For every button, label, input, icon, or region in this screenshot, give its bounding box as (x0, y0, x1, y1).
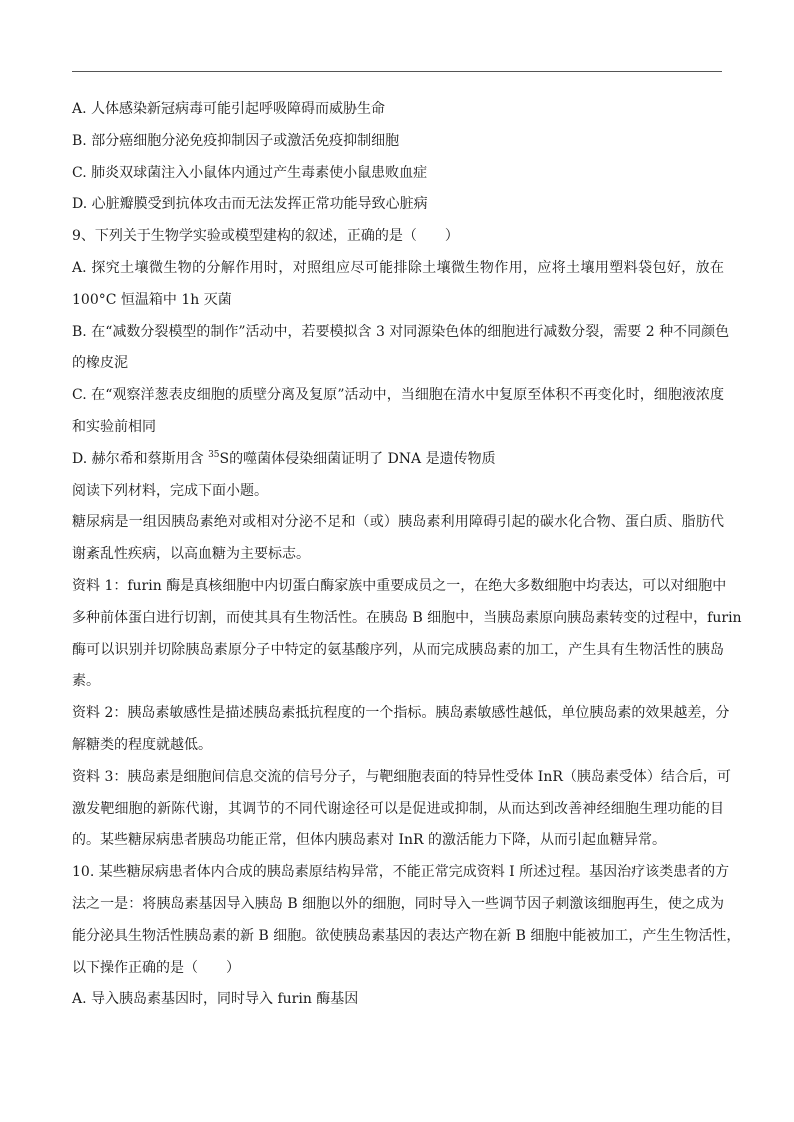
q9-option-c-line2: 和实验前相同 (72, 418, 156, 435)
q9-option-a-line1: A. 探究土壤微生物的分解作用时，对照组应尽可能排除土壤微生物作用，应将土壤用塑料袋包好，放在 (72, 259, 724, 276)
q9-d-prefix: D. 赫尔希和蔡斯用含 (72, 450, 209, 467)
ref1-line2: 多种前体蛋白进行切割，而使其具有生物活性。在胰岛 B 细胞中，当胰岛素原向胰岛素转变的过程中，furin (72, 609, 742, 626)
header-rule (72, 71, 722, 72)
material-intro: 阅读下列材料，完成下面小题。 (72, 482, 268, 499)
q9-option-d (72, 444, 724, 476)
q9-option-b-line2: 的橡皮泥 (72, 355, 128, 372)
q10-stem-line4: 以下操作正确的是（ ） (72, 959, 240, 976)
diabetes-paragraph-line1: 糖尿病是一组因胰岛素绝对或相对分泌不足和（或）胰岛素利用障碍引起的碳水化合物、蛋白质、脂肪代 (72, 514, 724, 531)
ref2-line1: 资料 2：胰岛素敏感性是描述胰岛素抵抗程度的一个指标。胰岛素敏感性越低，单位胰岛素的效果越差，分 (72, 705, 730, 722)
ref1-line4: 素。 (72, 673, 100, 690)
q8-option-d: D. 心脏瓣膜受到抗体攻击而无法发挥正常功能导致心脏病 (72, 196, 428, 213)
q10-stem-line2: 法之一是：将胰岛素基因导入胰岛 B 细胞以外的细胞，同时导入一些调节因子刺激该细胞再生，使之成为 (72, 895, 724, 912)
ref1-line3: 酶可以识别并切除胰岛素原分子中特定的氨基酸序列，从而完成胰岛素的加工，产生具有生物活性的胰岛 (72, 641, 724, 658)
q10-stem-line1: 10. 某些糖尿病患者体内合成的胰岛素原结构异常，不能正常完成资料 I 所述过程。基因治疗该类患者的方 (72, 864, 730, 881)
q9-option-b-line1: B. 在“减数分裂模型的制作”活动中，若要模拟含 3 对同源染色体的细胞进行减数分裂，需要 2 种不同颜色 (72, 323, 730, 340)
ref3-line1: 资料 3：胰岛素是细胞间信息交流的信号分子，与靶细胞表面的特异性受体 InR（胰岛素受体）结合后，可 (72, 768, 731, 785)
q9-option-c-line1: C. 在“观察洋葱表皮细胞的质壁分离及复原”活动中，当细胞在清水中复原至体积不再变化时，细胞液浓度 (72, 387, 724, 404)
q9-d-superscript: 35 (208, 449, 220, 460)
ref2-line2: 解糖类的程度就越低。 (72, 736, 212, 753)
q9-stem: 9、下列关于生物学实验或模型建构的叙述，正确的是（ ） (72, 228, 459, 245)
q8-option-c: C. 肺炎双球菌注入小鼠体内通过产生毒素使小鼠患败血症 (72, 164, 428, 181)
q10-option-a: A. 导入胰岛素基因时，同时导入 furin 酶基因 (72, 991, 359, 1008)
q10-stem-line3: 能分泌具生物活性胰岛素的新 B 细胞。欲使胰岛素基因的表达产物在新 B 细胞中能被加工，产生生物活性， (72, 927, 741, 944)
ref3-line2: 激发靶细胞的新陈代谢，其调节的不同代谢途径可以是促进或抑制，从而达到改善神经细胞生理功能的目 (72, 800, 724, 817)
page-content (72, 94, 742, 1016)
diabetes-paragraph-line2: 谢紊乱性疾病，以高血糖为主要标志。 (72, 546, 310, 563)
q9-option-a-line2: 100°C 恒温箱中 1h 灭菌 (72, 291, 232, 308)
ref3-line3: 的。某些糖尿病患者胰岛功能正常，但体内胰岛素对 InR 的激活能力下降，从而引起血糖异常。 (72, 832, 666, 849)
ref1-line1: 资料 1：furin 酶是真核细胞中内切蛋白酶家族中重要成员之一，在绝大多数细胞中均表达，可以对细胞中 (72, 577, 727, 594)
q8-option-a: A. 人体感染新冠病毒可能引起呼吸障碍而威胁生命 (72, 101, 386, 117)
q8-option-b: B. 部分癌细胞分泌免疫抑制因子或激活免疫抑制细胞 (72, 132, 400, 149)
q9-d-suffix: S的噬菌体侵染细菌证明了 DNA 是遗传物质 (219, 450, 496, 467)
